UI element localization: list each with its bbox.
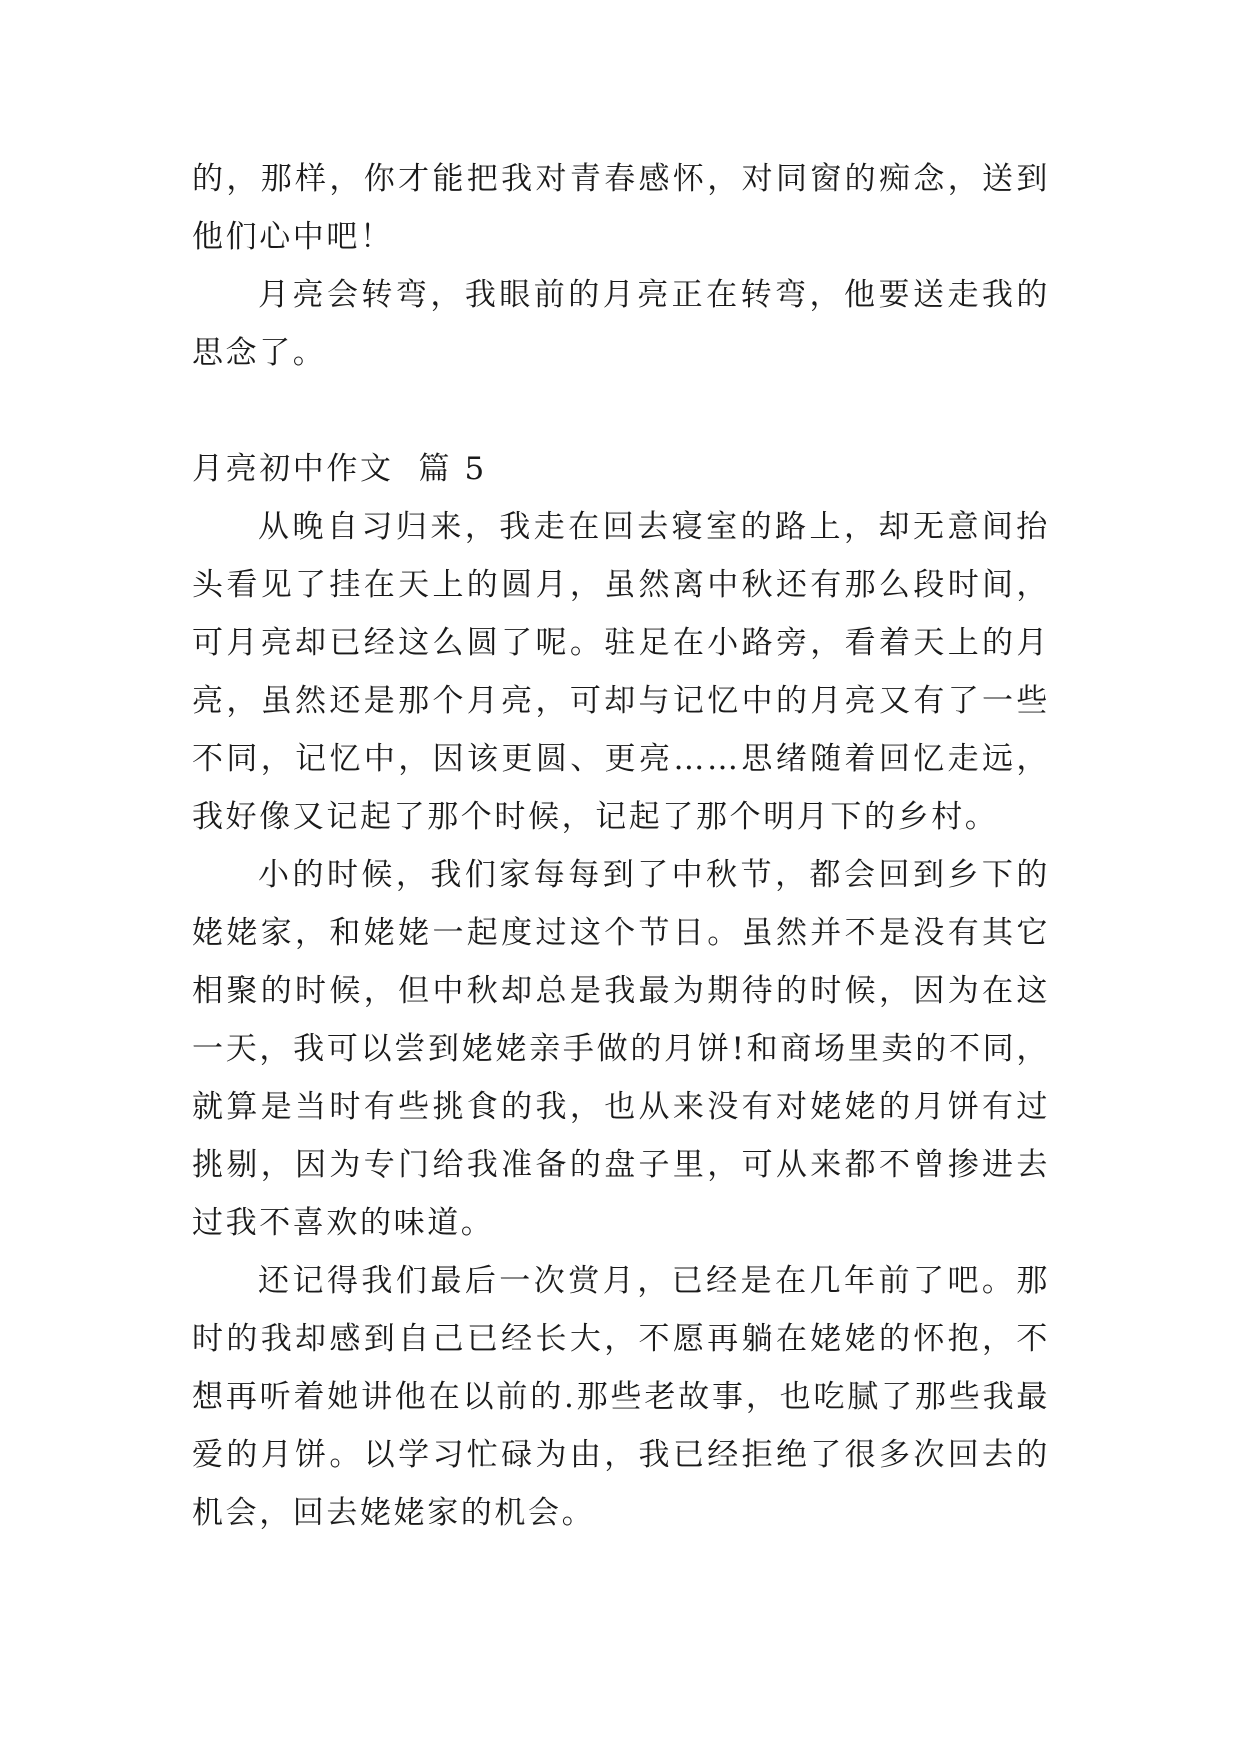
document-body: [192, 150, 1050, 1542]
closing-paragraph: 月亮会转弯，我眼前的月亮正在转弯，他要送走我的思念了。: [192, 277, 1050, 371]
body-paragraph: 还记得我们最后一次赏月，已经是在几年前了吧。那时的我却感到自己已经长大，不愿再躺在姥姥的怀抱，不想再听着她讲他在以前的.那些老故事，也吃腻了那些我最爱的月饼。以学习忙碌为由，我已经拒绝了很多次回去的机会，回去姥姥家的机会。: [192, 1263, 1050, 1531]
body-paragraph: 从晚自习归来，我走在回去寝室的路上，却无意间抬头看见了挂在天上的圆月，虽然离中秋还有那么段时间，可月亮却已经这么圆了呢。驻足在小路旁，看着天上的月亮，虽然还是那个月亮，可却与记忆中的月亮又有了一些不同，记忆中，因该更圆、更亮……思绪随着回忆走远，我好像又记起了那个时候，记起了那个明月下的乡村。: [192, 509, 1050, 835]
body-paragraph: 小的时候，我们家每每到了中秋节，都会回到乡下的姥姥家，和姥姥一起度过这个节日。虽然并不是没有其它相聚的时候，但中秋却总是我最为期待的时候，因为在这一天，我可以尝到姥姥亲手做的月饼!和商场里卖的不同，就算是当时有些挑食的我，也从来没有对姥姥的月饼有过挑剔，因为专门给我准备的盘子里，可从来都不曾掺进去过我不喜欢的味道。: [192, 857, 1050, 1241]
section-heading: 月亮初中作文 篇 5: [192, 451, 487, 487]
section-gap: [192, 382, 1050, 440]
continuation-paragraph: 的，那样，你才能把我对青春感怀，对同窗的痴念，送到他们心中吧！: [192, 161, 1050, 255]
